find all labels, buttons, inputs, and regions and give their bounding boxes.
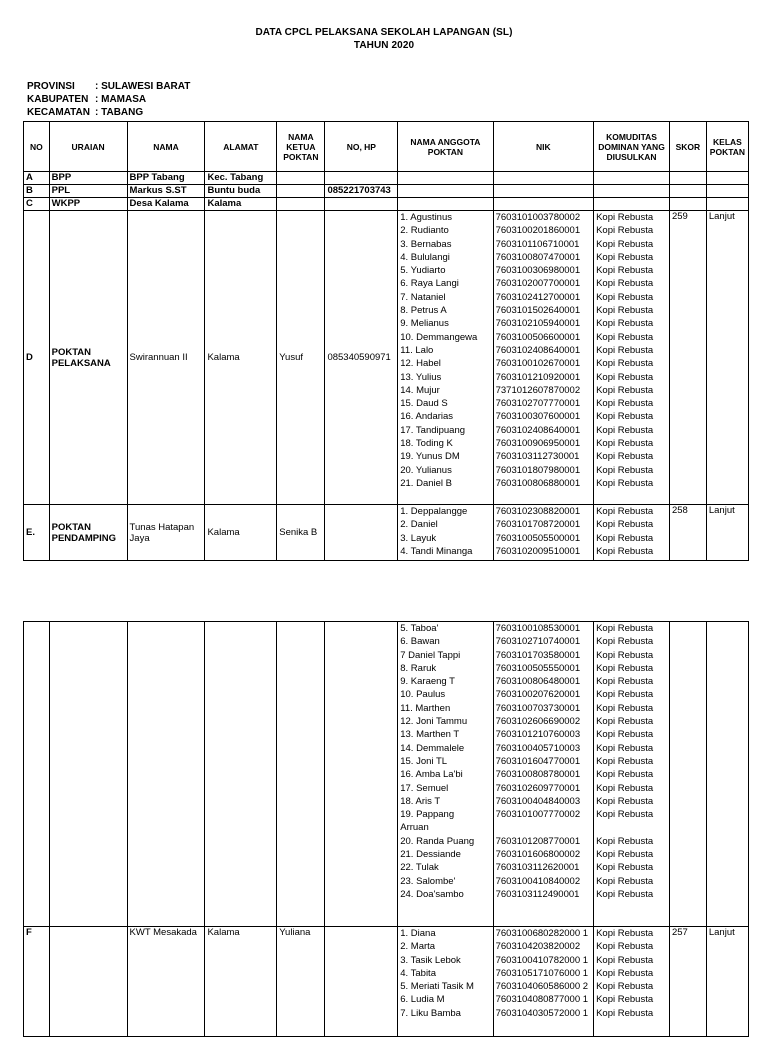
member-nik: 7603101007770002 bbox=[495, 809, 581, 821]
member-nik: 7603101210920001 bbox=[495, 371, 581, 383]
col-header-anggota: NAMA ANGGOTA POKTAN bbox=[398, 122, 493, 172]
row-uraian: POKTAN PELAKSANA bbox=[49, 211, 127, 505]
member-nik: 7603104060586000 2 bbox=[495, 981, 589, 993]
member-name: 17. Tandipuang bbox=[400, 424, 466, 436]
member-nik: 7603101003780002 bbox=[495, 212, 581, 223]
member-nik: 7603105171076000 1 bbox=[495, 967, 589, 979]
member-name: 2. Daniel bbox=[400, 519, 438, 531]
member-name: 21. Daniel B bbox=[400, 477, 452, 489]
member-names bbox=[398, 927, 493, 1037]
member-kom: Kopi Rebusta bbox=[596, 981, 654, 993]
col-header-komoditas: KOMUDITAS DOMINAN YANG DIUSULKAN bbox=[594, 122, 670, 172]
member-name: 14. Mujur bbox=[400, 384, 440, 396]
member-nik: 7603100505550001 bbox=[495, 662, 581, 674]
member-name: 21. Dessiande bbox=[400, 849, 461, 861]
member-kom: Kopi Rebusta bbox=[596, 545, 654, 557]
member-nik: 7603100405710003 bbox=[495, 742, 581, 754]
member-kom: Kopi Rebusta bbox=[596, 278, 654, 290]
table-row bbox=[24, 172, 749, 185]
member-commodities bbox=[594, 622, 670, 927]
member-kom: Kopi Rebusta bbox=[596, 689, 654, 701]
col-header-hp: NO, HP bbox=[325, 122, 398, 172]
member-name: 10. Paulus bbox=[400, 689, 446, 701]
member-kom: Kopi Rebusta bbox=[596, 636, 654, 648]
member-kom: Kopi Rebusta bbox=[596, 662, 654, 674]
member-nik: 7603100806480001 bbox=[495, 676, 581, 688]
member-nik: 7603101106710001 bbox=[495, 238, 580, 250]
member-niks bbox=[493, 211, 593, 505]
member-kom: Kopi Rebusta bbox=[596, 225, 654, 237]
member-nik: 7603103112730001 bbox=[495, 451, 580, 463]
member-nik: 7603100505500001 bbox=[495, 532, 581, 544]
row-nama: Markus S.ST bbox=[127, 185, 205, 198]
poktan-e-row bbox=[24, 505, 749, 561]
member-name: 6. Bawan bbox=[400, 636, 440, 648]
row-uraian: POKTAN PENDAMPING bbox=[49, 505, 127, 561]
row-no: E. bbox=[24, 505, 50, 561]
member-names bbox=[398, 211, 493, 505]
member-name: 12. Habel bbox=[400, 358, 441, 370]
member-name: 7 Daniel Tappi bbox=[400, 649, 461, 661]
member-nik: 7603102007700001 bbox=[495, 278, 581, 290]
member-kom: Kopi Rebusta bbox=[596, 464, 654, 476]
member-name: 7. Nataniel bbox=[400, 291, 446, 303]
row-ketua: Senika B bbox=[277, 505, 325, 561]
member-niks bbox=[493, 927, 593, 1037]
member-name: 1. Diana bbox=[400, 928, 436, 939]
member-nik: 7603104030572000 1 bbox=[495, 1007, 589, 1019]
member-names bbox=[398, 622, 493, 927]
member-kom: Kopi Rebusta bbox=[596, 769, 654, 781]
row-no: D bbox=[24, 211, 50, 505]
member-kom: Kopi Rebusta bbox=[596, 519, 654, 531]
member-nik: 7603100201860001 bbox=[495, 225, 581, 237]
member-nik: 7371012607870002 bbox=[495, 384, 581, 396]
row-uraian: BPP bbox=[49, 172, 127, 185]
member-nik: 7603102408640001 bbox=[495, 344, 581, 356]
member-kom: Kopi Rebusta bbox=[596, 755, 654, 767]
col-header-no: NO bbox=[24, 122, 50, 172]
member-kom: Kopi Rebusta bbox=[596, 344, 654, 356]
member-kom: Kopi Rebusta bbox=[596, 506, 654, 517]
member-nik: 7603100102670001 bbox=[495, 358, 581, 370]
col-header-skor: SKOR bbox=[669, 122, 706, 172]
member-nik: 7603100807470001 bbox=[495, 251, 581, 263]
member-kom bbox=[596, 821, 667, 834]
member-kom: Kopi Rebusta bbox=[596, 676, 654, 688]
row-kelas: Lanjut bbox=[706, 505, 748, 561]
member-kom: Kopi Rebusta bbox=[596, 742, 654, 754]
row-nama: KWT Mesakada bbox=[127, 927, 205, 1037]
member-kom: Kopi Rebusta bbox=[596, 623, 654, 634]
row-nama: Swirannuan II bbox=[127, 211, 205, 505]
member-nik: 7603101502640001 bbox=[495, 305, 581, 317]
member-niks bbox=[493, 622, 593, 927]
member-nik: 7603100410840002 bbox=[495, 875, 581, 887]
member-nik: 7603104203820002 bbox=[495, 941, 581, 953]
row-kelas: Lanjut bbox=[706, 211, 748, 505]
member-nik: 7603100703730001 bbox=[495, 702, 581, 714]
member-kom: Kopi Rebusta bbox=[596, 291, 654, 303]
member-name: 17. Semuel bbox=[400, 782, 449, 794]
row-hp bbox=[325, 172, 398, 185]
member-niks bbox=[493, 505, 593, 561]
member-nik: 7603100404840003 bbox=[495, 795, 581, 807]
member-kom: Kopi Rebusta bbox=[596, 451, 654, 463]
member-name: 5. Taboa' bbox=[400, 623, 439, 634]
member-name: 24. Doa'sambo bbox=[400, 888, 464, 900]
member-kom: Kopi Rebusta bbox=[596, 212, 654, 223]
member-kom: Kopi Rebusta bbox=[596, 716, 654, 728]
member-name: 18. Aris T bbox=[400, 795, 441, 807]
document-title: DATA CPCL PELAKSANA SEKOLAH LAPANGAN (SL) bbox=[255, 27, 513, 38]
member-nik: 7603103112620001 bbox=[495, 862, 580, 874]
member-name: 9. Melianus bbox=[400, 318, 449, 330]
member-kom: Kopi Rebusta bbox=[596, 251, 654, 263]
member-commodities bbox=[594, 211, 670, 505]
member-kom: Kopi Rebusta bbox=[596, 358, 654, 370]
member-name: 3. Tasik Lebok bbox=[400, 954, 461, 966]
row-hp: 085340590971 bbox=[325, 211, 398, 505]
member-nik: 7603101208770001 bbox=[495, 835, 581, 847]
member-kom: Kopi Rebusta bbox=[596, 782, 654, 794]
member-nik: 7603102408640001 bbox=[495, 424, 581, 436]
member-kom: Kopi Rebusta bbox=[596, 849, 654, 861]
member-name: 4. Tabita bbox=[400, 967, 436, 979]
member-nik: 7603104080877000 1 bbox=[495, 994, 589, 1006]
member-nik: 7603100108530001 bbox=[495, 623, 581, 634]
row-kelas: Lanjut bbox=[706, 927, 748, 1037]
member-nik: 7603100306980001 bbox=[495, 265, 581, 277]
member-kom: Kopi Rebusta bbox=[596, 941, 654, 953]
member-nik: 7603100680282000 1 bbox=[495, 928, 589, 939]
member-nik: 7603102412700001 bbox=[495, 291, 581, 303]
member-name: 12. Joni Tammu bbox=[400, 716, 468, 728]
member-commodities bbox=[594, 505, 670, 561]
member-name: 16. Andarias bbox=[400, 411, 454, 423]
document-year: TAHUN 2020 bbox=[353, 40, 415, 51]
member-nik: 7603102105940001 bbox=[495, 318, 581, 330]
member-nik: 7603100806880001 bbox=[495, 477, 581, 489]
row-no: A bbox=[24, 172, 50, 185]
member-nik: 7603102009510001 bbox=[495, 545, 581, 557]
row-skor: 257 bbox=[669, 927, 706, 1037]
member-nik: 7603103112490001 bbox=[495, 888, 580, 900]
member-name: 20. Yulianus bbox=[400, 464, 452, 476]
member-name: 13. Yulius bbox=[400, 371, 442, 383]
member-kom: Kopi Rebusta bbox=[596, 411, 654, 423]
col-header-alamat: ALAMAT bbox=[205, 122, 277, 172]
member-nik: 7603101210760003 bbox=[495, 729, 581, 741]
member-name: 1. Deppalangge bbox=[400, 506, 468, 517]
member-kom: Kopi Rebusta bbox=[596, 954, 654, 966]
member-name: 15. Joni TL bbox=[400, 755, 448, 767]
row-ketua: Yuliana bbox=[277, 927, 325, 1037]
member-nik: 7603100307600001 bbox=[495, 411, 581, 423]
member-nik: 7603100906950001 bbox=[495, 438, 581, 450]
member-kom: Kopi Rebusta bbox=[596, 702, 654, 714]
member-name: 11. Marthen bbox=[400, 702, 451, 714]
row-skor: 259 bbox=[669, 211, 706, 505]
member-nik: 7603100410782000 1 bbox=[495, 954, 589, 966]
member-names bbox=[398, 505, 493, 561]
member-name: 9. Karaeng T bbox=[400, 676, 455, 688]
cpcl-table-continued bbox=[23, 621, 749, 1037]
table-row bbox=[24, 185, 749, 198]
row-no: B bbox=[24, 185, 50, 198]
member-kom: Kopi Rebusta bbox=[596, 967, 654, 979]
member-name: 7. Liku Bamba bbox=[400, 1007, 461, 1019]
member-kom: Kopi Rebusta bbox=[596, 1007, 654, 1019]
member-kom: Kopi Rebusta bbox=[596, 424, 654, 436]
member-name: 6. Raya Langi bbox=[400, 278, 459, 290]
member-name: 11. Lalo bbox=[400, 344, 434, 356]
col-header-kelas: KELAS POKTAN bbox=[706, 122, 748, 172]
member-name: 10. Demmangewa bbox=[400, 331, 478, 343]
row-alamat: Kalama bbox=[205, 927, 277, 1037]
member-kom: Kopi Rebusta bbox=[596, 994, 654, 1006]
member-name: 19. Yunus DM bbox=[400, 451, 460, 463]
row-alamat: Buntu buda bbox=[205, 185, 277, 198]
row-hp: 085221703743 bbox=[325, 185, 398, 198]
member-name: 1. Agustinus bbox=[400, 212, 452, 223]
member-nik: 7603102606690002 bbox=[495, 716, 581, 728]
member-name: 2. Marta bbox=[400, 941, 436, 953]
member-nik: 7603101606800002 bbox=[495, 849, 581, 861]
member-name: 3. Layuk bbox=[400, 532, 437, 544]
member-name: 5. Meriati Tasik M bbox=[400, 981, 474, 993]
row-nama: Tunas Hatapan Jaya bbox=[127, 505, 205, 561]
member-name: 19. Pappang bbox=[400, 809, 455, 821]
member-name: 14. Demmalele bbox=[400, 742, 465, 754]
member-kom: Kopi Rebusta bbox=[596, 438, 654, 450]
row-skor: 258 bbox=[669, 505, 706, 561]
member-kom: Kopi Rebusta bbox=[596, 265, 654, 277]
member-nik: 7603101604770001 bbox=[495, 755, 581, 767]
member-name: 13. Marthen T bbox=[400, 729, 460, 741]
member-commodities bbox=[594, 927, 670, 1037]
member-kom: Kopi Rebusta bbox=[596, 729, 654, 741]
member-nik: 7603102308820001 bbox=[495, 506, 581, 517]
member-kom: Kopi Rebusta bbox=[596, 305, 654, 317]
row-nama: Desa Kalama bbox=[127, 198, 205, 211]
member-name: 8. Raruk bbox=[400, 662, 437, 674]
table-header-row bbox=[24, 122, 749, 172]
row-no: C bbox=[24, 198, 50, 211]
meta-kabupaten: KABUPATEN : MAMASA bbox=[27, 94, 147, 105]
member-nik: 7603102710740001 bbox=[495, 636, 581, 648]
member-kom: Kopi Rebusta bbox=[596, 532, 654, 544]
member-nik: 7603102609770001 bbox=[495, 782, 581, 794]
row-nama: BPP Tabang bbox=[127, 172, 205, 185]
member-kom: Kopi Rebusta bbox=[596, 928, 654, 939]
member-nik: 7603102707770001 bbox=[495, 398, 581, 410]
col-header-ketua: NAMA KETUA POKTAN bbox=[277, 122, 325, 172]
member-nik: 7603100207620001 bbox=[495, 689, 581, 701]
member-name: 15. Daud S bbox=[400, 398, 448, 410]
member-kom: Kopi Rebusta bbox=[596, 875, 654, 887]
col-header-nik: NIK bbox=[493, 122, 593, 172]
member-kom: Kopi Rebusta bbox=[596, 649, 654, 661]
row-alamat: Kec. Tabang bbox=[205, 172, 277, 185]
member-nik: 7603101703580001 bbox=[495, 649, 581, 661]
row-uraian: PPL bbox=[49, 185, 127, 198]
member-name: Arruan bbox=[400, 822, 429, 834]
member-name: 5. Yudiarto bbox=[400, 265, 446, 277]
member-name: 23. Salombe' bbox=[400, 875, 456, 887]
row-hp bbox=[325, 198, 398, 211]
member-name: 4. Tandi Minanga bbox=[400, 545, 473, 557]
col-header-nama: NAMA bbox=[127, 122, 205, 172]
member-kom: Kopi Rebusta bbox=[596, 238, 654, 250]
row-uraian: WKPP bbox=[49, 198, 127, 211]
meta-provinsi: PROVINSI : SULAWESI BARAT bbox=[27, 81, 191, 92]
member-name: 20. Randa Puang bbox=[400, 835, 475, 847]
member-nik: 7603100808780001 bbox=[495, 769, 581, 781]
member-nik: 7603100506600001 bbox=[495, 331, 581, 343]
poktan-d-row bbox=[24, 211, 749, 505]
meta-kecamatan: KECAMATAN : TABANG bbox=[27, 107, 144, 118]
row-alamat: Kalama bbox=[205, 198, 277, 211]
member-nik bbox=[496, 821, 591, 834]
member-name: 2. Rudianto bbox=[400, 225, 449, 237]
member-kom: Kopi Rebusta bbox=[596, 318, 654, 330]
col-header-uraian: URAIAN bbox=[49, 122, 127, 172]
poktan-e-continued-row bbox=[24, 622, 749, 927]
member-name: 4. Bululangi bbox=[400, 251, 450, 263]
member-kom: Kopi Rebusta bbox=[596, 888, 654, 900]
member-kom: Kopi Rebusta bbox=[596, 795, 654, 807]
row-no: F bbox=[24, 927, 50, 1037]
member-kom: Kopi Rebusta bbox=[596, 477, 654, 489]
row-alamat: Kalama bbox=[205, 505, 277, 561]
member-name: 16. Amba La'bi bbox=[400, 769, 463, 781]
poktan-f-row bbox=[24, 927, 749, 1037]
member-nik: 7603101708720001 bbox=[495, 519, 581, 531]
member-kom: Kopi Rebusta bbox=[596, 371, 654, 383]
member-nik: 7603101807980001 bbox=[495, 464, 581, 476]
member-kom: Kopi Rebusta bbox=[596, 398, 654, 410]
member-name: 22. Tulak bbox=[400, 862, 439, 874]
member-kom: Kopi Rebusta bbox=[596, 862, 654, 874]
member-name: 8. Petrus A bbox=[400, 305, 447, 317]
member-kom: Kopi Rebusta bbox=[596, 331, 654, 343]
member-name: 6. Ludia M bbox=[400, 994, 445, 1006]
member-kom: Kopi Rebusta bbox=[596, 835, 654, 847]
cpcl-table bbox=[23, 121, 749, 561]
member-name: 18. Toding K bbox=[400, 438, 453, 450]
member-kom: Kopi Rebusta bbox=[596, 384, 654, 396]
member-kom: Kopi Rebusta bbox=[596, 809, 654, 821]
row-alamat: Kalama bbox=[205, 211, 277, 505]
table-row bbox=[24, 198, 749, 211]
member-name: 3. Bernabas bbox=[400, 238, 452, 250]
row-ketua: Yusuf bbox=[277, 211, 325, 505]
